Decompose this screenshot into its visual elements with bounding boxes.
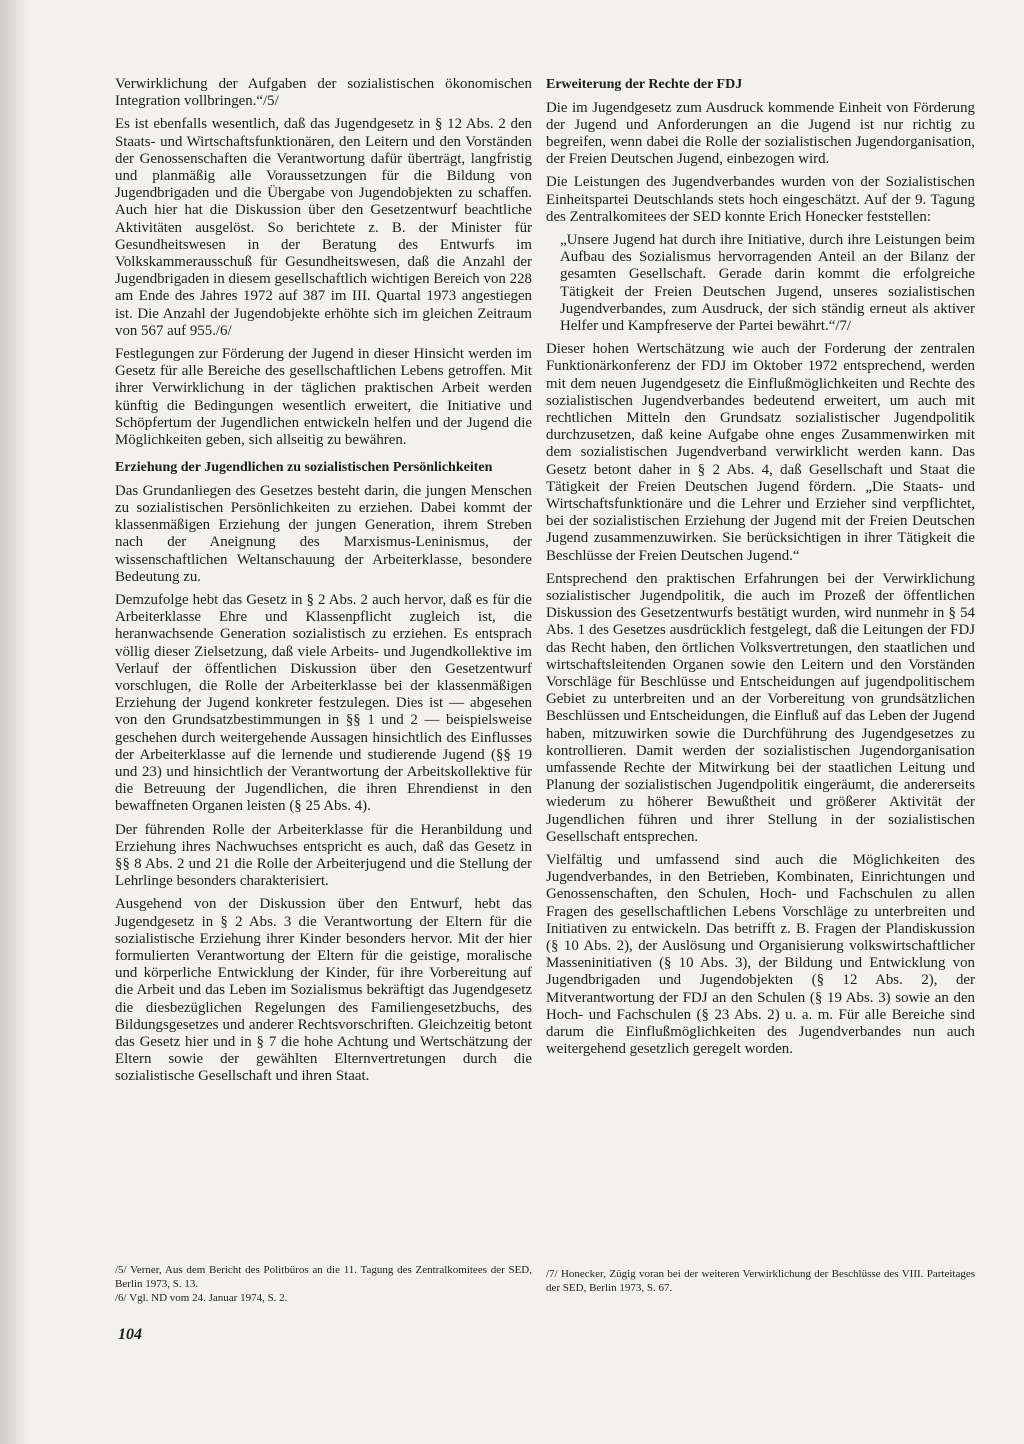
left-paragraph-7: Ausgehend von der Diskussion über den Entwurf, hebt das Jugendgesetz in § 2 Abs. 3 die Verantwortung der Eltern für die sozialistische Erziehung ihrer Kinder besonders hervor. Mit der hier formulierten Verantwortung der Eltern für die geistige, moralische und körperliche Entwicklung der Kinder, für ihre Vorbereitung auf die Arbeit und das Leben im Sozialismus bekräftigt das Jugendgesetz die diesbezüglichen Regelungen des Familiengesetzbuchs, des Bildungsgesetzes und anderer Rechtsvorschriften. Gleichzeitig betont das Gesetz hier und in § 7 die hohe Achtung und Wertschätzung der Eltern sowie der gewählten Elternvertretungen durch die sozialistische Gesellschaft und ihren Staat. bbox=[115, 896, 532, 1085]
binding-shadow bbox=[0, 0, 30, 1444]
right-paragraph-3: Dieser hohen Wertschätzung wie auch der Forderung der zentralen Funktionärkonferenz der FDJ im Oktober 1972 entsprechend, werden mit dem neuen Jugendgesetz die Einflußmöglichkeiten und Rechte des sozialistischen Jugendverbandes bedeutend erweitert, um auch mit rechtlichen Mitteln den Grundsatz sozialistischer Jugendpolitik durchzusetzen, daß keine Aufgabe ohne enges Zusammenwirken mit dem sozialistischen Jugendverband verwirklicht werden kann. Das Gesetz betont daher in § 2 Abs. 4, daß Gesellschaft und Staat die Tätigkeit der Freien Deutschen Jugend fördern. „Die Staats- und Wirtschaftsfunktionäre und die Lehrer und Erzieher sind verpflichtet, bei der sozialistischen Erziehung der Jugend mit der Freien Deutschen Jugend zusammenzuwirken. Sie berücksichtigen in ihrer Tätigkeit die Beschlüsse der Freien Deutschen Jugend.“ bbox=[546, 341, 975, 564]
right-paragraph-5: Vielfältig und umfassend sind auch die Möglichkeiten des Jugendverbandes, in den Betrieben, Kombinaten, Einrichtungen und Genossenschaften, den Schulen, Hoch- und Fachschulen zu allen Fragen des gesellschaftlichen Lebens Vorschläge zu unterbreiten und Initiativen zu entwickeln. Das betrifft z. B. Fragen der Plandiskussion (§ 10 Abs. 2), der Auslösung und Organisierung volkswirtschaftlicher Masseninitiativen (§ 10 Abs. 3), der Bildung und Entwicklung von Jugendbrigaden und Jugendobjekten (§ 12 Abs. 2), der Mitverantwortung der FDJ an den Schulen (§ 19 Abs. 3) sowie an den Hoch- und Fachschulen (§ 23 Abs. 2) u. a. m. Für alle Bereiche sind darum die Einflußmöglichkeiten des Jugendverbandes nun auch weitergehend gesetzlich geregelt worden. bbox=[546, 852, 975, 1058]
left-paragraph-1: Verwirklichung der Aufgaben der sozialistischen ökonomischen Integration vollbringen.“/5/ bbox=[115, 76, 532, 110]
right-paragraph-2: Die Leistungen des Jugendverbandes wurden von der Sozialistischen Einheitspartei Deutschlands stets hoch eingeschätzt. Auf der 9. Tagung des Zentralkomitees der SED konnte Erich Honecker feststellen: bbox=[546, 174, 975, 225]
footnote-6: /6/ Vgl. ND vom 24. Januar 1974, S. 2. bbox=[115, 1292, 288, 1304]
section-heading-erziehung: Erziehung der Jugendlichen zu sozialistischen Persönlichkeiten bbox=[115, 460, 493, 476]
section-heading-fdj: Erweiterung der Rechte der FDJ bbox=[546, 77, 743, 92]
right-footnotes bbox=[546, 1268, 975, 1296]
right-column bbox=[546, 76, 975, 1064]
page-number: 104 bbox=[118, 1326, 142, 1343]
left-paragraph-3: Festlegungen zur Förderung der Jugend in dieser Hinsicht werden im Gesetz für alle Bereiche des gesellschaftlichen Lebens getroffen. Mit ihrer Verwirklichung in der täglichen praktischen Arbeit werden künftig die Bedingungen wesentlich erweitert, die Initiative und Schöpfertum der Jugendlichen entwickeln helfen und der Jugend die Möglichkeiten geben, sich allseitig zu bewähren. bbox=[115, 346, 532, 449]
left-paragraph-2: Es ist ebenfalls wesentlich, daß das Jugendgesetz in § 12 Abs. 2 den Staats- und Wirtschaftsfunktionären, den Leitern und den Vorständen der Genossenschaften die Verantwortung dafür überträgt, langfristig und planmäßig alle Voraussetzungen für die Bildung von Jugendbrigaden und die Übergabe von Jugendobjekten zu schaffen. Auch hier hat die Diskussion über den Gesetzentwurf beachtliche Aktivitäten ausgelöst. So berichtete z. B. der Minister für Gesundheitswesen in der Beratung des Entwurfs im Volkskammerausschuß für Gesundheitswesen, daß die Anzahl der Jugendbrigaden in diesem gesellschaftlich wichtigen Bereich von 228 am Ende des Jahres 1972 auf 387 im III. Quartal 1973 angestiegen ist. Die Anzahl der Jugendobjekte erhöhte sich im gleichen Zeitraum von 567 auf 955./6/ bbox=[115, 116, 532, 339]
honecker-quote: „Unsere Jugend hat durch ihre Initiative, durch ihre Leistungen beim Aufbau des Sozialismus hervorragenden Anteil an der Bilanz der gesamten Gesellschaft. Gerade darin kommt die erfolgreiche Tätigkeit der Freien Deutschen Jugend, unseres sozialistischen Jugendverbandes, zum Ausdruck, der sich ständig erneut als aktiver Helfer und Kampfreserve der Partei bewährt.“/7/ bbox=[560, 231, 975, 334]
left-paragraph-6: Der führenden Rolle der Arbeiterklasse für die Heranbildung und Erziehung ihres Nachwuchses entspricht es auch, daß das Gesetz in §§ 8 Abs. 2 und 21 die Rolle der Arbeiterjugend und die Stellung der Lehrlinge besonders charakterisiert. bbox=[115, 821, 532, 890]
left-paragraph-4: Das Grundanliegen des Gesetzes besteht darin, die jungen Menschen zu sozialistischen Persönlichkeiten zu erziehen. Dabei kommt der klassenmäßigen Erziehung der jungen Generation, ihrem Streben nach der Aneignung des Marxismus-Leninismus, der wissenschaftlichen Weltanschauung der Arbeiterklasse, besondere Bedeutung zu. bbox=[115, 482, 532, 585]
footnote-7: /7/ Honecker, Zügig voran bei der weiteren Verwirklichung der Beschlüsse des VIII. Parteitages der SED, Berlin 1973, S. 67. bbox=[546, 1268, 975, 1294]
footnote-5: /5/ Verner, Aus dem Bericht des Politbüros an die 11. Tagung des Zentralkomitees der SED, Berlin 1973, S. 13. bbox=[115, 1264, 532, 1290]
left-footnotes bbox=[115, 1264, 532, 1307]
left-paragraph-5: Demzufolge hebt das Gesetz in § 2 Abs. 2 auch hervor, daß es für die Arbeiterklasse Ehre und Klassenpflicht zugleich ist, die heranwachsende Generation sozialistisch zu erziehen. Es entsprach völlig dieser Zielsetzung, daß viele Arbeits- und Jugendkollektive im Verlauf der öffentlichen Diskussion über den Gesetzentwurf vorschlugen, die Rolle der Arbeiterklasse bei der klassenmäßigen Erziehung der Jugend konkreter festzulegen. Dies ist — abgesehen von den Grundsatzbestimmungen in §§ 1 und 2 — beispielsweise geschehen durch weitergehende Aussagen hinsichtlich des Einflusses der Arbeiterklasse auf die lernende und studierende Jugend (§§ 19 und 23) und hinsichtlich der Verantwortung der Arbeitskollektive für die Betreuung der Jugendlichen, die ihren Ehrendienst in den bewaffneten Organen leisten (§ 25 Abs. 4). bbox=[115, 591, 532, 815]
right-paragraph-4: Entsprechend den praktischen Erfahrungen bei der Verwirklichung sozialistischer Jugendpolitik, die auch im Prozeß der öffentlichen Diskussion des Gesetzentwurfs bestätigt wurden, wird nunmehr in § 54 Abs. 1 des Gesetzes ausdrücklich festgelegt, daß die Leitungen der FDJ das Recht haben, den örtlichen Volksvertretungen, den staatlichen und wirtschaftsleitenden Organen sowie den Leitern und den Vorständen Vorschläge für Beschlüsse und Entscheidungen auf jugendpolitischem Gebiet zu unterbreiten und an der Vorbereitung von grundsätzlichen Beschlüssen und Entscheidungen, die Einfluß auf das Leben der Jugend haben, mitzuwirken sowie die Durchführung des Jugendgesetzes zu kontrollieren. Damit werden der sozialistischen Jugendorganisation umfassende Rechte der Mitwirkung bei der staatlichen Leitung und Planung der sozialistischen Jugendpolitik eingeräumt, die andererseits wiederum zu höherer Bewußtheit und größerer Aktivität der Jugendlichen führen und ihrer Stellung in der sozialistischen Gesellschaft entsprechen. bbox=[546, 570, 975, 845]
left-column bbox=[115, 76, 532, 1092]
right-paragraph-1: Die im Jugendgesetz zum Ausdruck kommende Einheit von Förderung der Jugend und Anforderungen an die Jugend ist nur richtig zu begreifen, wenn dabei die Rolle der sozialistischen Jugendorganisation, der Freien Deutschen Jugend, einbezogen wird. bbox=[546, 99, 975, 168]
